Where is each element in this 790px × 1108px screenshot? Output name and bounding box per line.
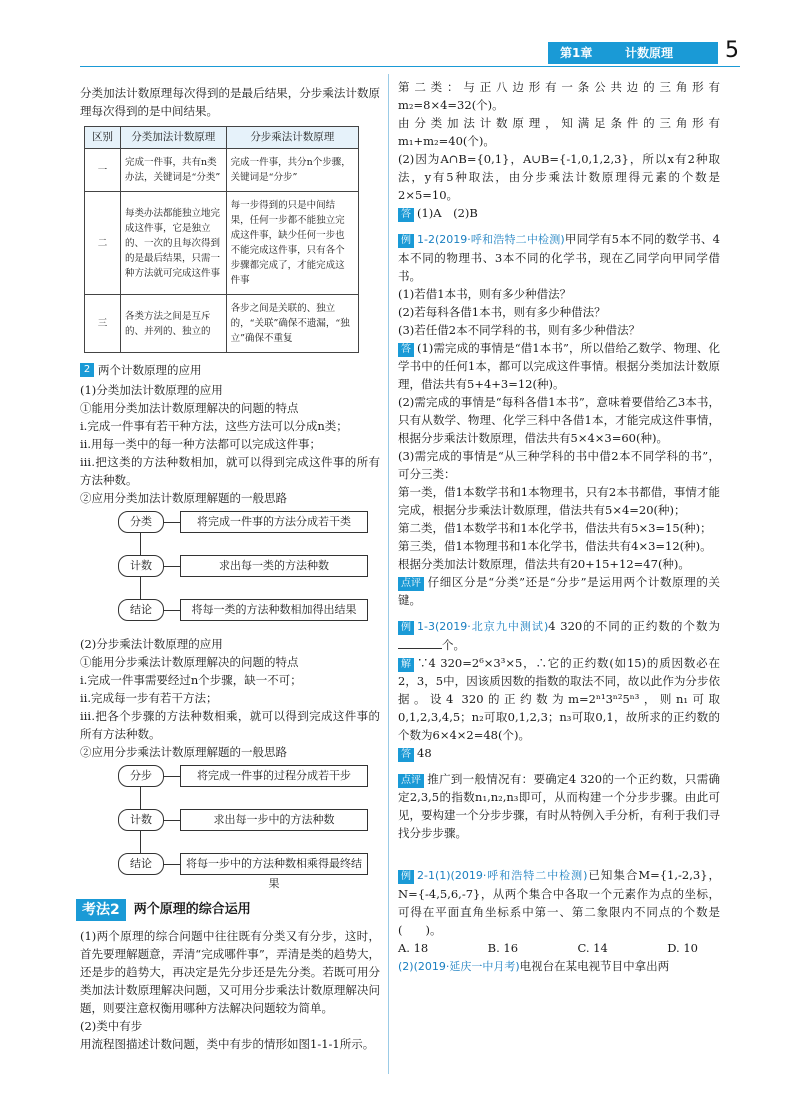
method-tag: 考法2: [76, 899, 126, 921]
table-cell: 完成一件事，共有n类办法，关键词是“分类”: [121, 149, 227, 192]
answer-text: 第二类，借1本数学书和1本化学书，借法共有5×3=15(种)；: [398, 521, 712, 535]
flow-connector: [164, 566, 180, 567]
header-rule: [80, 66, 740, 67]
flow-connector: [164, 776, 180, 777]
table-cell: 一: [85, 149, 121, 192]
review-note: [398, 770, 720, 842]
option-d: D. 10: [667, 941, 698, 955]
answer-text: (3)需完成的事情是“从三种学科的书中借2本不同学科的书”，可分三类：: [398, 449, 720, 481]
flow-step-label: 计数: [118, 809, 164, 831]
flow-connector: [140, 787, 141, 809]
question-line: (1)若借1本书，则有多少种借法？: [398, 287, 572, 301]
section-title: 两个计数原理的应用: [98, 363, 202, 377]
example-text: 甲同学有5本不同的数学书、4本不同的物理书、3本不同的化学书，现在乙同学向甲同学借书。: [398, 232, 720, 283]
text-paragraph: (2)因为A∩B={0,1}，A∪B={-1,0,1,2,3}，所以x有2种取法，y有5种取法，由分步乘法计数原理得元素的个数是2×5=10。: [398, 152, 720, 202]
question-line: (2)若每科各借1本书，则有多少种借法？: [398, 305, 606, 319]
table-cell: 每一步得到的只是中间结果，任何一步都不能独立完成这件事，缺少任何一步也不能完成这件事，只有各个步骤都完成了，才能完成这件事: [226, 192, 358, 295]
solution-text: ∵4 320=2⁶×3³×5，∴它的正约数(如15)的质因数必在2，3，5中，因该质因数的指数的取法不同，故以此作为分步依据。设4 320的正约数为m=2ⁿ¹3ⁿ²5ⁿ³，则n₁可取0,1,2,3,4,5；n₂可取0,1,2,3；n₃可取0,1，故所求的正约数的个数为6×4×2=48(个)。: [398, 656, 720, 742]
answer-text: 第三类，借1本物理书和1本化学书，借法共有4×3=12(种)。: [398, 539, 712, 553]
flow-step-label: 分步: [118, 765, 164, 787]
example-1-3: [398, 617, 720, 654]
method-title: 两个原理的综合运用: [133, 902, 251, 917]
answer-text: (1)需完成的事情是“借1本书”，所以借给乙数学、物理、化学书中的任何1本，都可以完成这件事情。根据分类加法计数原理，借法共有5+4+3=12(种)。: [398, 341, 720, 391]
table-header-row: [85, 127, 359, 149]
text-line: ②应用分类加法计数原理解题的一般思路: [80, 491, 287, 505]
flow-step-label: 分类: [118, 511, 164, 533]
example-text: 4 320的不同的正约数的个数为: [548, 619, 721, 633]
text-line: ⅱ.用每一类中的每一种方法都可以完成这件事；: [80, 437, 322, 451]
flow-step-box: 将完成一件事的方法分成若干类: [180, 511, 368, 533]
column-divider: [388, 74, 389, 1074]
left-column: [80, 84, 380, 1053]
flow-step-label: 结论: [118, 853, 164, 875]
example-2-1-part2: [398, 957, 720, 976]
table-cell: 三: [85, 295, 121, 353]
solution-block: [398, 654, 720, 744]
answer-text: (2)需完成的事情是“每科各借1本书”，意味着要借给乙3本书，只有从数学、物理、化学三科中各借1本，才能完成这件事情，根据分步乘法计数原理，借法共有5×4×3=60(种)。: [398, 395, 720, 445]
question-line: (3)若任借2本不同学科的书，则有多少种借法？: [398, 323, 641, 337]
text-line: ⅲ.把各个步骤的方法种数相乘，就可以得到完成这件事的所有方法种数。: [80, 709, 380, 741]
table-cell: 完成一件事，共分n个步骤，关键词是“分步”: [226, 149, 358, 192]
right-column: [398, 78, 720, 976]
flowchart-addition: [80, 511, 380, 631]
flow-step-label: 计数: [118, 555, 164, 577]
section-heading: [80, 361, 380, 379]
flow-connector: [140, 577, 141, 599]
answer-text: 根据分类加法计数原理，借法共有20+15+12=47(种)。: [398, 557, 690, 571]
example-text: 电视台在某电视节目中拿出两: [519, 959, 670, 973]
flow-connector: [164, 820, 180, 821]
solution-badge: 解: [398, 658, 414, 672]
answer-badge: 答: [398, 748, 414, 762]
answer-blank: [398, 639, 442, 649]
flow-step-box: 将完成一件事的过程分成若干步: [180, 765, 368, 787]
flow-step-box: 求出每一步中的方法种数: [180, 809, 368, 831]
intro-paragraph: 分类加法计数原理每次得到的是最后结果，分步乘法计数原理每次得到的是中间结果。: [80, 86, 380, 118]
review-note: [398, 573, 720, 609]
example-tag: 2-1(1)(2019·呼和浩特二中检测): [417, 869, 588, 882]
flow-connector: [164, 522, 180, 523]
example-text: 已知集合M={1,-2,3}，N={-4,5,6,-7}，从两个集合中各取一个元素作为点的坐标，可得在平面直角坐标系中第一、第二象限内不同点的个数是( )。: [398, 868, 720, 937]
table-cell: 二: [85, 192, 121, 295]
text-line: (2)分步乘法计数原理的应用: [80, 637, 223, 651]
table-row: [85, 192, 359, 295]
text-line: ⅲ.把这类的方法种数相加，就可以得到完成这件事的所有方法种数。: [80, 455, 380, 487]
table-header-cell: 区别: [85, 127, 121, 149]
answer-badge: 答: [398, 343, 414, 357]
example-tag: 1-2(2019·呼和浩特二中检测): [417, 233, 565, 246]
answer-options: [398, 939, 698, 957]
answer-badge: 答: [398, 208, 414, 222]
example-text: 个。: [442, 638, 465, 652]
review-badge: 点评: [398, 774, 424, 788]
flow-connector: [164, 610, 180, 611]
table-header-cell: 分类加法计数原理: [121, 127, 227, 149]
text-line: (2)类中有步: [80, 1019, 143, 1033]
flow-connector: [164, 864, 180, 865]
flow-step-box: 将每一步中的方法种数相乘得最终结果: [180, 853, 368, 875]
method-heading: [76, 899, 380, 921]
example-badge: 例: [398, 870, 414, 884]
flow-step-box: 求出每一类的方法种数: [180, 555, 368, 577]
text-paragraph: (1)两个原理的综合问题中往往既有分类又有分步，这时，首先要理解题意，弄清“完成哪件事”，弄清是类的趋势大，还是步的趋势大，再决定是先分步还是先分类。若既可用分类加法计数原理解决问题，又可用分步乘法计数原理解决问题，则要注意权衡用哪种方法解决问题较为简单。: [80, 929, 380, 1015]
answer-text: (1)A (2)B: [417, 206, 478, 220]
chapter-title: 计数原理: [625, 46, 674, 60]
flow-step-label: 结论: [118, 599, 164, 621]
text-line: ②应用分步乘法计数原理解题的一般思路: [80, 745, 287, 759]
text-line: 用流程图描述计数问题，类中有步的情形如图1-1-1所示。: [80, 1037, 375, 1051]
table-row: [85, 149, 359, 192]
text-line: (1)分类加法计数原理的应用: [80, 383, 223, 397]
table-cell: 各步之间是关联的、独立的，“关联”确保不遗漏，“独立”确保不重复: [226, 295, 358, 353]
page-number: 5: [725, 38, 739, 63]
option-b: B. 16: [487, 941, 519, 955]
option-a: A. 18: [398, 941, 429, 955]
table-cell: 各类方法之间是互斥的、并列的、独立的: [121, 295, 227, 353]
example-1-2: [398, 230, 720, 285]
flow-connector: [140, 533, 141, 555]
answer-block: [398, 339, 720, 393]
option-c: C. 14: [577, 941, 608, 955]
example-badge: 例: [398, 621, 414, 635]
example-tag: 1-3(2019·北京九中测试): [417, 620, 549, 633]
example-tag: (2)(2019·延庆一中月考): [398, 960, 520, 973]
review-text: 仔细区分是“分类”还是“分步”是运用两个计数原理的关键。: [398, 575, 720, 607]
review-text: 推广到一般情况有：要确定4 320的一个正约数，只需确定2,3,5的指数n₁,n₂,n₃即可，从而构建一个分步步骤。由此可见，要构建一个分步步骤，有时从特例入手分析，有利于我们寻找分步步骤。: [398, 772, 720, 840]
text-line: ①能用分类加法计数原理解决的问题的特点: [80, 401, 299, 415]
chapter-label: 第1章: [560, 46, 593, 60]
page-header: [0, 0, 790, 78]
section-number: 2: [80, 363, 94, 377]
table-cell: 每类办法都能独立地完成这件事，它是独立的、一次的且每次得到的是最后结果，只需一种方法就可完成这件事: [121, 192, 227, 295]
example-badge: 例: [398, 234, 414, 248]
example-2-1: [398, 866, 720, 939]
flowchart-multiplication: [80, 765, 380, 890]
flow-connector: [140, 831, 141, 853]
text-line: ⅰ.完成一件事有若干种方法，这些方法可以分成n类；: [80, 419, 348, 433]
answer-text: 第一类，借1本数学书和1本物理书，只有2本书都借，事情才能完成，根据分步乘法计数原理，借法共有5×4=20(种)；: [398, 485, 720, 517]
answer-text: 48: [417, 746, 432, 760]
text-paragraph: 第二类：与正八边形有一条公共边的三角形有m₂=8×4=32(个)。: [398, 80, 720, 112]
table-header-cell: 分步乘法计数原理: [226, 127, 358, 149]
table-row: [85, 295, 359, 353]
text-line: ①能用分步乘法计数原理解决的问题的特点: [80, 655, 299, 669]
text-line: ⅰ.完成一件事需要经过n个步骤，缺一不可；: [80, 673, 302, 687]
answer-line: [398, 204, 720, 222]
comparison-table: [84, 126, 359, 353]
text-line: ⅱ.完成每一步有若干方法；: [80, 691, 218, 705]
flow-step-box: 将每一类的方法种数相加得出结果: [180, 599, 368, 621]
review-badge: 点评: [398, 577, 424, 591]
text-paragraph: 由分类加法计数原理，知满足条件的三角形有m₁+m₂=40(个)。: [398, 116, 720, 148]
answer-line: [398, 744, 720, 762]
